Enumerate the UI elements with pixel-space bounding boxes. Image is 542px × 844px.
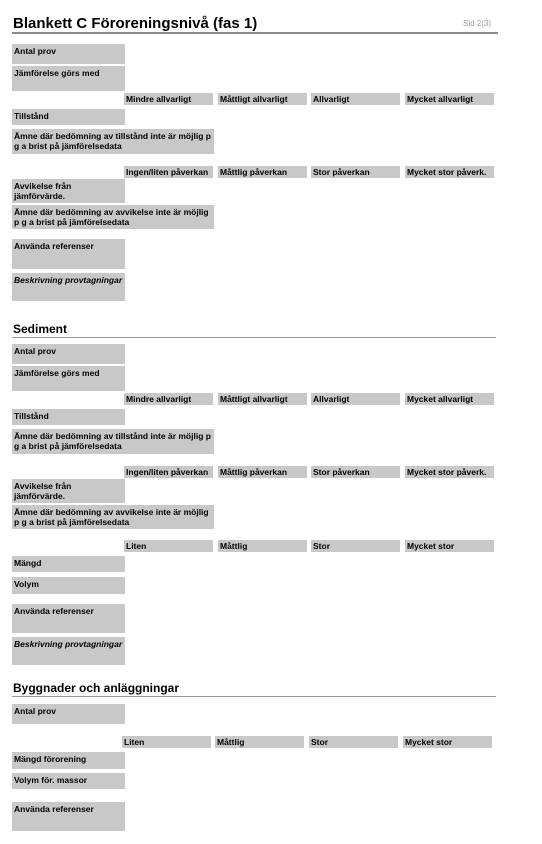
section-byggnader-title: Byggnader och anläggningar [13,681,180,695]
scale-header: Mycket stor [405,540,494,552]
avvikelse-label: Avvikelse från jämförvärde. [12,179,125,203]
scale-header: Stor påverkan [311,166,400,178]
scale-header: Mycket allvarligt [405,393,494,405]
scale-header: Måttlig påverkan [218,466,307,478]
amne-avvikelse-label: Ämne där bedömning av avvikelse inte är möjlig p g a brist på jämförelsedata [12,505,214,529]
volym-label: Volym [12,577,125,594]
mangd-label: Mängd [12,556,125,572]
title-rule [12,32,498,34]
referenser-label: Använda referenser [12,239,125,269]
scale-header: Liten [122,736,211,748]
scale-header: Måttlig [215,736,304,748]
tillstand-label: Tillstånd [12,409,125,425]
section-sediment-title: Sediment [13,322,68,336]
referenser-label: Använda referenser [12,802,125,831]
volym-massor-label: Volym för. massor [12,773,125,789]
scale-header: Måttligt allvarligt [218,393,307,405]
amne-tillstand-label: Ämne där bedömning av tillstånd inte är möjlig p g a brist på jämförelsedata [12,129,214,154]
antal-prov-label: Antal prov [12,44,125,64]
scale-header: Allvarligt [311,393,400,405]
scale-header: Liten [124,540,213,552]
scale-header: Måttlig påverkan [218,166,307,178]
scale-header: Stor [311,540,400,552]
scale-header: Måttligt allvarligt [218,93,307,105]
scale-header: Mindre allvarligt [124,93,213,105]
jamforelse-label: Jämförelse görs med [12,366,125,391]
scale-header: Mycket stor påverk. [405,166,494,178]
scale-header: Allvarligt [311,93,400,105]
amne-tillstand-label: Ämne där bedömning av tillstånd inte är möjlig p g a brist på jämförelsedata [12,429,214,454]
scale-header: Stor påverkan [311,466,400,478]
avvikelse-label: Avvikelse från jämförvärde. [12,479,125,503]
scale-header: Mycket stor påverk. [405,466,494,478]
scale-header: Mycket stor [403,736,492,748]
scale-header: Ingen/liten påverkan [124,166,213,178]
amne-avvikelse-label: Ämne där bedömning av avvikelse inte är möjlig p g a brist på jämförelsedata [12,205,214,229]
beskrivning-label: Beskrivning provtagningar [12,637,125,665]
scale-header: Mycket allvarligt [405,93,494,105]
tillstand-label: Tillstånd [12,109,125,125]
antal-prov-label: Antal prov [12,344,125,364]
section-rule [12,696,496,697]
antal-prov-label: Antal prov [12,704,125,724]
referenser-label: Använda referenser [12,604,125,633]
form-title: Blankett C Föroreningsnivå (fas 1) [13,15,258,32]
mangd-fororening-label: Mängd förorening [12,752,125,769]
beskrivning-label: Beskrivning provtagningar [12,273,125,301]
scale-header: Stor [309,736,398,748]
scale-header: Mindre allvarligt [124,393,213,405]
scale-header: Ingen/liten påverkan [124,466,213,478]
jamforelse-label: Jämförelse görs med [12,66,125,91]
page-number: Sid 2(3) [463,19,492,28]
scale-header: Måttlig [218,540,307,552]
section-rule [12,337,496,338]
